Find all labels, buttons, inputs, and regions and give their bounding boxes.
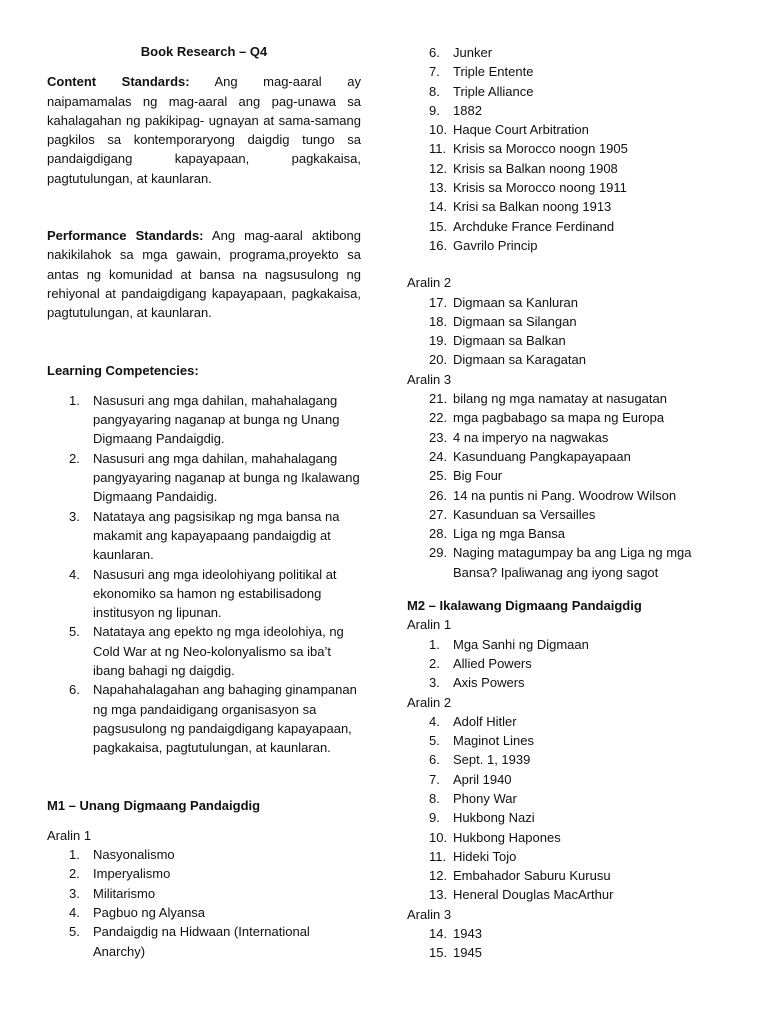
list-item-text: Junker xyxy=(453,45,493,60)
list-item-number: 29. xyxy=(429,545,448,561)
list-item-text: Natataya ang epekto ng mga ideolohiya, ng Cold War at ng Neo-kolonyalismo sa iba’t ibang bahagi ng daigdig. xyxy=(93,624,344,679)
list-item xyxy=(407,828,737,847)
list-item-text: Triple Entente xyxy=(453,64,534,80)
list-item-number: 4. xyxy=(69,566,80,582)
list-item-text: Digmaan sa Karagatan xyxy=(453,352,586,368)
left-column xyxy=(47,42,361,961)
list-item-text: Maginot Lines xyxy=(453,733,534,749)
page-title: Book Research – Q4 xyxy=(140,44,268,59)
list-item-number: 6. xyxy=(429,752,440,768)
list-item-text: Nasusuri ang mga dahilan, mahahalagang pangyayaring naganap at bunga ng Ikalawang Digmaang Pandaidig. xyxy=(93,450,360,505)
list-item-text: Krisi sa Balkan noong 1913 xyxy=(453,199,612,215)
list-item-number: 8. xyxy=(429,83,440,99)
list-item-number: 3. xyxy=(429,675,440,691)
list-item xyxy=(47,680,361,757)
list-item xyxy=(407,197,737,216)
list-item-text: Gavrilo Princip xyxy=(453,237,538,253)
list-item-number: 24. xyxy=(429,448,448,464)
m2-aralin2-list xyxy=(407,712,737,905)
list-item-number: 12. xyxy=(429,868,448,884)
list-item xyxy=(407,635,737,654)
list-item xyxy=(407,43,737,62)
list-item-text: Hukbong Hapones xyxy=(453,829,561,845)
list-item xyxy=(407,731,737,750)
list-item-number: 10. xyxy=(429,829,448,845)
list-item xyxy=(47,622,361,680)
list-item xyxy=(407,236,737,255)
list-item xyxy=(407,120,737,139)
list-item-text: 14 na puntis ni Pang. Woodrow Wilson xyxy=(453,487,677,503)
performance-standards xyxy=(47,226,361,322)
list-item-text: 4 na imperyo na nagwakas xyxy=(453,429,609,445)
list-item-text: 1943 xyxy=(453,926,482,942)
list-item-text: Natataya ang pagsisikap ng mga bansa na makamit ang kapayapaang pandaigdig at kaunlaran. xyxy=(93,508,340,563)
list-item xyxy=(47,922,361,961)
m1-aralin1-label: Aralin 1 xyxy=(47,827,92,843)
m2-heading: M2 – Ikalawang Digmaang Pandaigdig xyxy=(407,598,642,614)
list-item-number: 1. xyxy=(429,636,440,652)
right-column xyxy=(407,43,737,963)
m1-aralin2-list xyxy=(407,293,737,370)
list-item-text: Adolf Hitler xyxy=(453,713,517,729)
list-item-number: 26. xyxy=(429,487,448,503)
learning-competencies-list xyxy=(47,391,361,758)
list-item xyxy=(407,654,737,673)
list-item-text: Big Four xyxy=(453,468,503,484)
list-item-text: Nasusuri ang mga ideolohiyang politikal at ekonomiko sa hamon ng estabilisadong institusyon ng lipunan. xyxy=(93,566,337,621)
list-item xyxy=(47,449,361,507)
list-item-number: 7. xyxy=(429,771,440,787)
m1-aralin1-cont-list xyxy=(407,43,737,255)
list-item xyxy=(407,524,737,543)
m1-aralin1-list xyxy=(47,845,361,961)
list-item-text: Krisis sa Balkan noong 1908 xyxy=(453,160,618,176)
list-item xyxy=(47,884,361,903)
list-item-text: Heneral Douglas MacArthur xyxy=(453,887,614,903)
list-item xyxy=(47,903,361,922)
list-item-text: Digmaan sa Silangan xyxy=(453,313,577,329)
list-item-text: Digmaan sa Kanluran xyxy=(453,294,579,310)
list-item-number: 23. xyxy=(429,429,448,445)
list-item-text: bilang ng mga namatay at nasugatan xyxy=(453,391,667,407)
list-item xyxy=(407,101,737,120)
list-item-text: Krisis sa Morocco noogn 1905 xyxy=(453,141,628,157)
list-item-text: Hideki Tojo xyxy=(453,848,517,864)
content-standards-label: Content Standards: xyxy=(47,74,190,90)
list-item-number: 7. xyxy=(429,64,440,80)
list-item-text: Imperyalismo xyxy=(93,866,171,882)
list-item-number: 5. xyxy=(69,924,80,940)
list-item xyxy=(407,178,737,197)
list-item-text: Pandaigdig na Hidwaan (International Anarchy) xyxy=(93,924,310,959)
list-item-number: 17. xyxy=(429,294,448,310)
list-item-text: Kasunduan sa Versailles xyxy=(453,506,596,522)
list-item xyxy=(407,924,737,943)
list-item xyxy=(407,159,737,178)
list-item xyxy=(407,808,737,827)
list-item-number: 21. xyxy=(429,391,448,407)
list-item xyxy=(47,864,361,883)
list-item-text: Liga ng mga Bansa xyxy=(453,526,566,542)
list-item-number: 15. xyxy=(429,218,448,234)
m2-aralin2-label: Aralin 2 xyxy=(407,694,452,710)
list-item-number: 4. xyxy=(69,904,80,920)
list-item xyxy=(407,350,737,369)
m2-aralin1-list xyxy=(407,635,737,693)
list-item-text: Nasusuri ang mga dahilan, mahahalagang pangyayaring naganap at bunga ng Unang Digmaang Pandaigdig. xyxy=(93,392,340,447)
list-item xyxy=(407,408,737,427)
list-item xyxy=(407,505,737,524)
list-item-number: 2. xyxy=(429,655,440,671)
list-item-text: Mga Sanhi ng Digmaan xyxy=(453,636,589,652)
list-item-number: 14. xyxy=(429,199,448,215)
list-item-text: Axis Powers xyxy=(453,675,525,691)
list-item xyxy=(407,293,737,312)
list-item-number: 28. xyxy=(429,526,448,542)
list-item-number: 16. xyxy=(429,237,448,253)
list-item xyxy=(407,866,737,885)
m1-aralin2-label: Aralin 2 xyxy=(407,275,452,291)
list-item xyxy=(407,486,737,505)
list-item-number: 8. xyxy=(429,790,440,806)
list-item-number: 3. xyxy=(69,508,80,524)
list-item-number: 1. xyxy=(69,392,80,408)
list-item-number: 2. xyxy=(69,866,80,882)
list-item-text: Phony War xyxy=(453,790,517,806)
list-item-number: 13. xyxy=(429,180,448,196)
list-item-text: Embahador Saburu Kurusu xyxy=(453,868,611,884)
list-item xyxy=(407,789,737,808)
list-item-number: 13. xyxy=(429,887,448,903)
list-item-text: Militarismo xyxy=(93,885,156,901)
list-item-number: 6. xyxy=(69,682,80,698)
list-item-text: 1882 xyxy=(453,102,482,118)
list-item xyxy=(407,82,737,101)
list-item xyxy=(407,770,737,789)
list-item xyxy=(407,139,737,158)
list-item-number: 14. xyxy=(429,926,448,942)
m1-heading: M1 – Unang Digmaang Pandaigdig xyxy=(47,797,261,813)
list-item xyxy=(407,447,737,466)
list-item xyxy=(47,507,361,565)
list-item-number: 11. xyxy=(429,141,447,157)
list-item-text: Allied Powers xyxy=(453,655,532,671)
list-item xyxy=(407,673,737,692)
list-item-number: 4. xyxy=(429,713,440,729)
list-item xyxy=(407,943,737,962)
list-item xyxy=(407,712,737,731)
list-item-number: 25. xyxy=(429,468,448,484)
list-item xyxy=(47,391,361,449)
list-item-text: Pagbuo ng Alyansa xyxy=(93,904,206,920)
list-item-text: Napahahalagahan ang bahaging ginampanan ng mga pandaidigang organisasyon sa pagsusulong ng pandaigdigang kapayapaan, pagkakaisa, pagtutulungan, at kaunlaran. xyxy=(93,682,357,756)
content-standards-text: Ang mag-aaral ay naipamamalas ng mag-aaral ang pag-unawa sa kahalagahan ng pakikipag- ugnayan at sama-samang pagkilos sa kontemporaryong daigdig tungo sa pandaigdigang kapayapaan, pagkakaisa, pagtutulungan, at kaunlaran. xyxy=(47,74,361,186)
list-item-text: Naging matagumpay ba ang Liga ng mga Bansa? Ipaliwanag ang iyong sagot xyxy=(453,545,692,580)
list-item-text: Haque Court Arbitration xyxy=(453,122,589,138)
list-item-number: 6. xyxy=(429,45,440,60)
m1-aralin3-label: Aralin 3 xyxy=(407,371,452,387)
list-item-number: 19. xyxy=(429,333,448,349)
performance-standards-text: Ang mag-aaral aktibong nakikilahok sa mga gawain, programa,proyekto sa antas ng komunidad at bansa na nagsusulong ng rehiyonal at pandaigdigang kapayapaan, pagkakaisa, pagtutulungan, at kaunlaran. xyxy=(47,228,361,321)
m2-aralin3-label: Aralin 3 xyxy=(407,906,452,922)
list-item-text: Nasyonalismo xyxy=(93,847,175,863)
list-item-text: Digmaan sa Balkan xyxy=(453,333,566,349)
list-item-number: 27. xyxy=(429,506,448,522)
list-item-number: 9. xyxy=(429,810,440,826)
list-item-number: 12. xyxy=(429,160,448,176)
m2-aralin1-label: Aralin 1 xyxy=(407,617,452,633)
list-item-number: 10. xyxy=(429,122,448,138)
list-item-number: 15. xyxy=(429,945,448,961)
list-item-number: 20. xyxy=(429,352,448,368)
list-item xyxy=(407,217,737,236)
list-item-number: 5. xyxy=(429,733,440,749)
list-item-text: April 1940 xyxy=(453,771,512,787)
list-item-text: Triple Alliance xyxy=(453,83,534,99)
list-item xyxy=(47,565,361,623)
list-item-text: Krisis sa Morocco noong 1911 xyxy=(453,180,627,196)
list-item xyxy=(407,750,737,769)
list-item-text: Archduke France Ferdinand xyxy=(453,218,615,234)
m2-aralin3-list xyxy=(407,924,737,963)
list-item xyxy=(407,428,737,447)
list-item xyxy=(407,543,737,582)
list-item-text: Kasunduang Pangkapayapaan xyxy=(453,448,631,464)
list-item-number: 5. xyxy=(69,624,80,640)
list-item xyxy=(407,847,737,866)
list-item-number: 2. xyxy=(69,450,80,466)
list-item-number: 18. xyxy=(429,313,448,329)
list-item-number: 3. xyxy=(69,885,80,901)
list-item-text: 1945 xyxy=(453,945,482,961)
list-item xyxy=(407,331,737,350)
list-item xyxy=(407,466,737,485)
list-item xyxy=(407,885,737,904)
performance-standards-label: Performance Standards: xyxy=(47,228,204,244)
list-item xyxy=(407,62,737,81)
list-item xyxy=(407,312,737,331)
list-item xyxy=(407,389,737,408)
learning-competencies-heading: Learning Competencies: xyxy=(47,362,199,378)
m1-aralin3-list xyxy=(407,389,737,582)
list-item-text: Hukbong Nazi xyxy=(453,810,535,826)
list-item-number: 11. xyxy=(429,848,447,864)
list-item-number: 22. xyxy=(429,410,448,426)
list-item-text: Sept. 1, 1939 xyxy=(453,752,531,768)
content-standards xyxy=(47,72,361,188)
list-item xyxy=(47,845,361,864)
list-item-text: mga pagbabago sa mapa ng Europa xyxy=(453,410,665,426)
list-item-number: 1. xyxy=(69,847,80,863)
list-item-number: 9. xyxy=(429,102,440,118)
